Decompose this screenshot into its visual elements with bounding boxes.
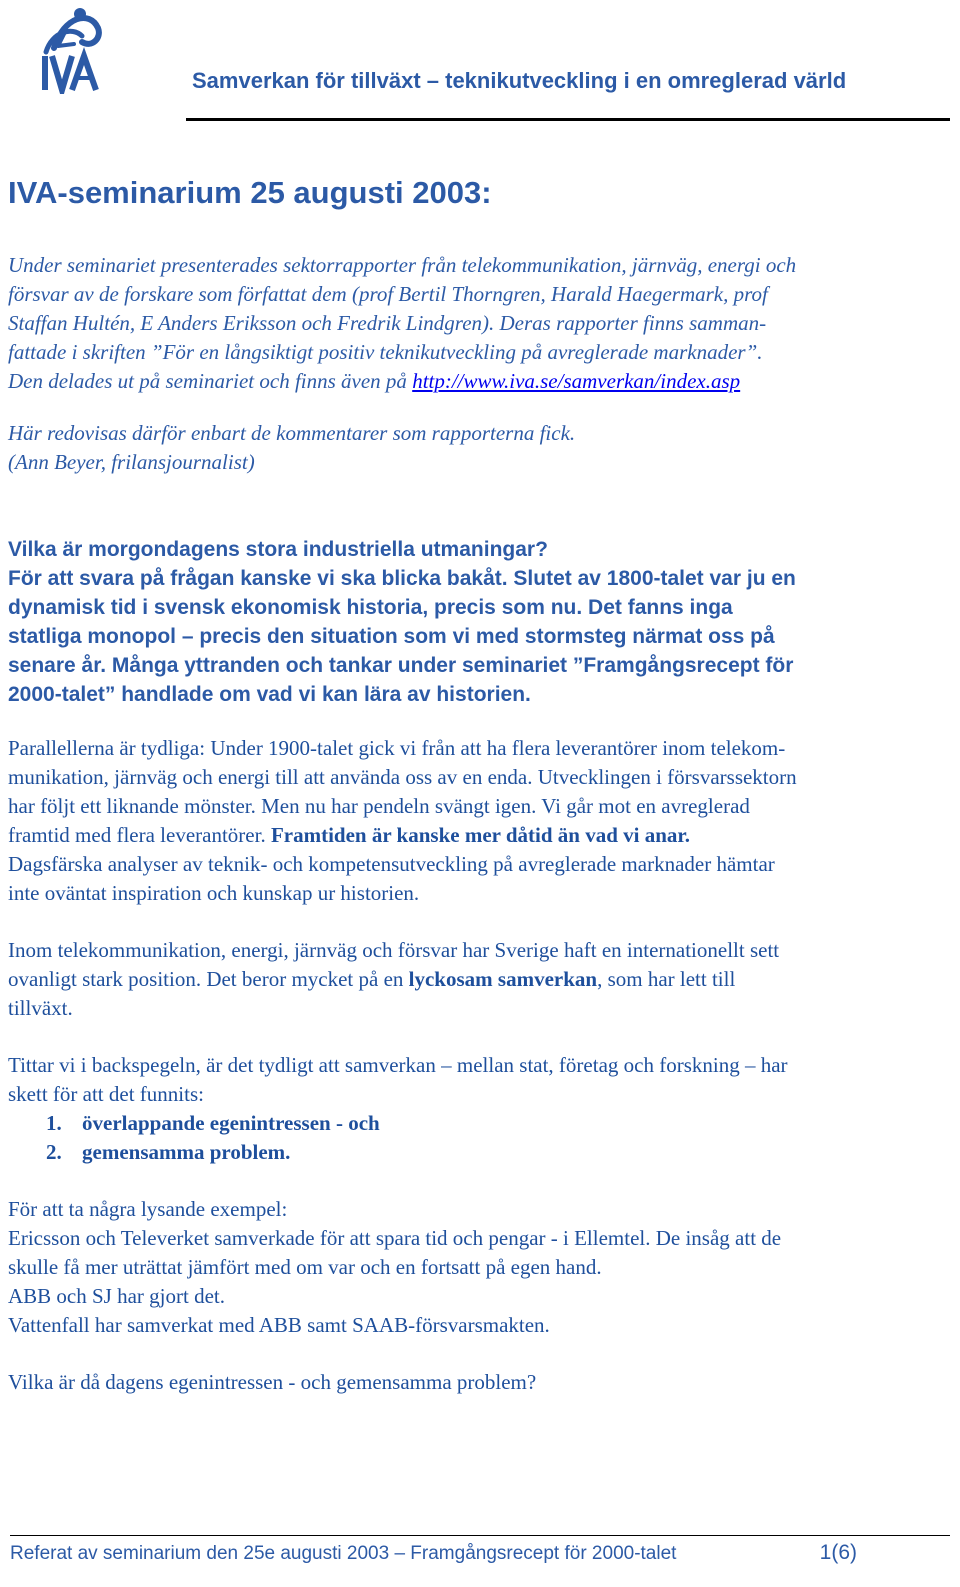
lead-paragraph	[8, 535, 953, 709]
body-line: Vilka är då dagens egenintressen - och gemensamma problem?	[8, 1370, 537, 1394]
intro-line: Den delades ut på seminariet och finns även på	[8, 369, 413, 393]
body-line: ABB och SJ har gjort det.	[8, 1284, 225, 1308]
body-line: , som har lett till	[597, 967, 736, 991]
lead-line: 2000-talet” handlade om vad vi kan lära av historien.	[8, 683, 531, 706]
lead-line: senare år. Många yttranden och tankar under seminariet ”Framgångsrecept för	[8, 654, 794, 677]
emphasis-text: lyckosam samverkan	[408, 967, 598, 991]
body-line: har följt ett liknande mönster. Men nu har pendeln svängt igen. Vi går mot en avreglerad	[8, 794, 750, 818]
list-number: 1.	[46, 1111, 62, 1135]
body-paragraph-4	[8, 1195, 953, 1340]
body-line: Inom telekommunikation, energi, järnväg och försvar har Sverige haft en internationellt sett	[8, 938, 780, 962]
intro-line: Staffan Hultén, E Anders Eriksson och Fredrik Lindgren). Deras rapporter finns samman-	[8, 311, 767, 335]
body-paragraph-2	[8, 936, 953, 1023]
page-header	[0, 0, 960, 124]
body-paragraph-5	[8, 1368, 953, 1397]
body-line: tillväxt.	[8, 996, 73, 1020]
intro-section	[8, 251, 948, 477]
header-divider	[186, 118, 950, 121]
body-line: inte oväntat inspiration och kunskap ur historien.	[8, 881, 420, 905]
intro-remark	[8, 419, 948, 477]
body-line: Parallellerna är tydliga: Under 1900-talet gick vi från att ha flera leverantörer inom telekom-	[8, 736, 786, 760]
header-title: Samverkan för tillväxt – teknikutveckling i en omreglerad värld	[192, 68, 847, 93]
intro-paragraph	[8, 251, 948, 396]
intro-line: Under seminariet presenterades sektorrapporter från telekommunikation, järnväg, energi och	[8, 253, 797, 277]
body-line: skett för att det funnits:	[8, 1082, 204, 1106]
emphasis-text: Framtiden är kanske mer dåtid än vad vi anar.	[270, 823, 691, 847]
body-line: Vattenfall har samverkat med ABB samt SAAB-försvarsmakten.	[8, 1313, 550, 1337]
reasons-list	[8, 1109, 953, 1167]
page-title: IVA-seminarium 25 augusti 2003:	[8, 175, 492, 210]
footer-divider	[10, 1535, 950, 1536]
body-paragraph-3	[8, 1051, 953, 1109]
body-line: Tittar vi i backspegeln, är det tydligt att samverkan – mellan stat, företag och forskning – har	[8, 1053, 788, 1077]
list-item	[8, 1138, 953, 1167]
body-section	[8, 734, 953, 1397]
lead-line: statliga monopol – precis den situation som vi med stormsteg närmat oss på	[8, 625, 775, 648]
iva-logo	[6, 2, 102, 94]
body-line: Ericsson och Televerket samverkade för att spara tid och pengar - i Ellemtel. De insåg att de	[8, 1226, 782, 1250]
body-line: skulle få mer uträttat jämfört med om var och en fortsatt på egen hand.	[8, 1255, 602, 1279]
remark-text: Här redovisas därför enbart de kommentarer som rapporterna fick.	[8, 421, 576, 445]
intro-line: fattade i skriften ”För en långsiktigt positiv teknikutveckling på avreglerade marknader”.	[8, 340, 763, 364]
footer-text: Referat av seminarium den 25e augusti 2003 – Framgångsrecept för 2000-talet	[10, 1543, 677, 1564]
page-number: 1(6)	[819, 1541, 857, 1564]
list-number: 2.	[46, 1140, 62, 1164]
lead-line: För att svara på frågan kanske vi ska blicka bakåt. Slutet av 1800-talet var ju en	[8, 567, 796, 590]
list-text: överlappande egenintressen - och	[82, 1111, 380, 1135]
samverkan-link[interactable]: http://www.iva.se/samverkan/index.asp	[412, 369, 741, 393]
list-item	[8, 1109, 953, 1138]
lead-line: dynamisk tid i svensk ekonomisk historia, precis som nu. Det fanns inga	[8, 596, 733, 619]
lead-line: Vilka är morgondagens stora industriella utmaningar?	[8, 538, 548, 561]
author-credit: (Ann Beyer, frilansjournalist)	[8, 450, 255, 474]
list-text: gemensamma problem.	[82, 1140, 291, 1164]
body-line: munikation, järnväg och energi till att använda oss av en enda. Utvecklingen i försvarssektorn	[8, 765, 797, 789]
body-line: framtid med flera leverantörer.	[8, 823, 271, 847]
intro-line: försvar av de forskare som författat dem (prof Bertil Thorngren, Harald Haegermark, prof	[8, 282, 768, 306]
body-line: För att ta några lysande exempel:	[8, 1197, 288, 1221]
body-line: ovanligt stark position. Det beror mycket på en	[8, 967, 409, 991]
body-paragraph-1	[8, 734, 953, 908]
body-line: Dagsfärska analyser av teknik- och kompetensutveckling på avreglerade marknader hämtar	[8, 852, 775, 876]
